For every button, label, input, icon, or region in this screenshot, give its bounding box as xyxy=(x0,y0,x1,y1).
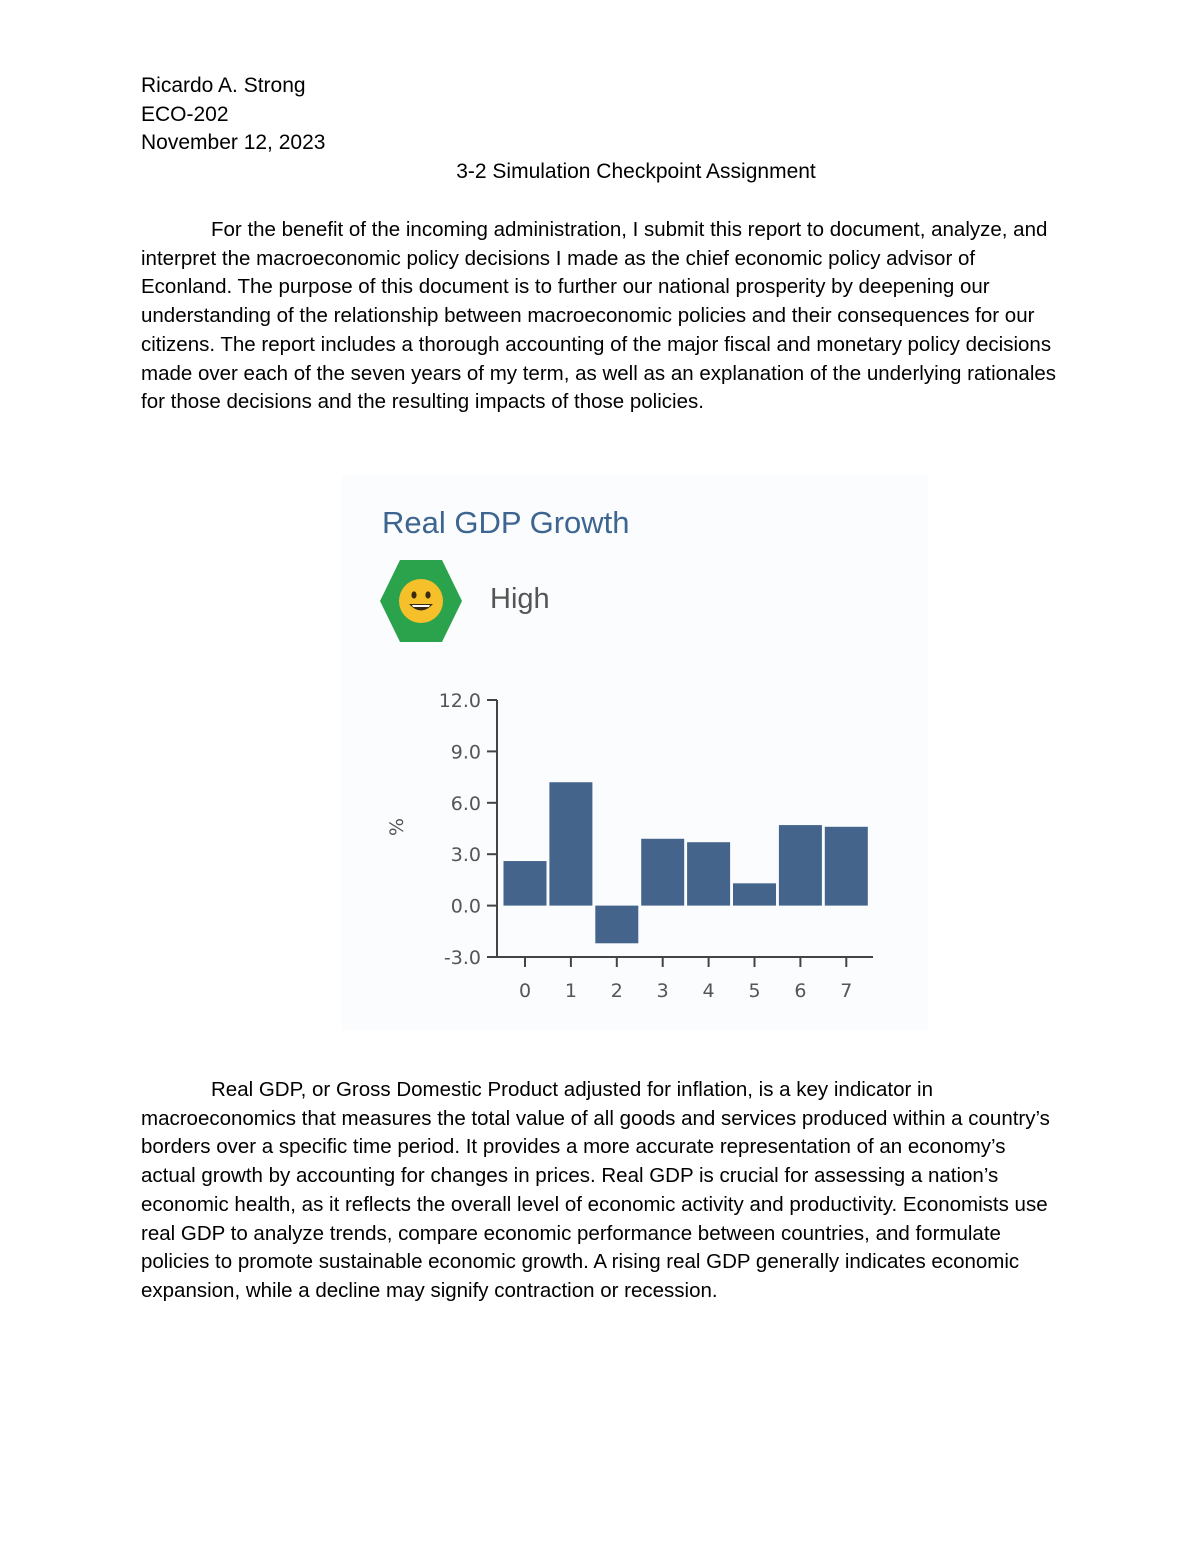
bar-year-7 xyxy=(825,827,868,906)
bar-year-3 xyxy=(641,839,684,906)
gdp-paragraph: Real GDP, or Gross Domestic Product adjusted for inflation, is a key indicator in macroeconomics that measures the total value of all goods and services produced within a country’s borders over a specific time period. It provides a more accurate representation of an economy’s actual growth by accounting for changes in prices. Real GDP is crucial for assessing a nation’s economic health, as it reflects the overall level of economic activity and productivity. Economists use real GDP to analyze trends, compare economic performance between countries, and formulate policies to promote sustainable economic growth. A rising real GDP generally indicates economic expansion, while a decline may signify contraction or recession. xyxy=(141,1078,1050,1302)
bar-year-6 xyxy=(779,825,822,906)
bar-year-1 xyxy=(549,782,592,905)
x-tick-label-1: 1 xyxy=(564,980,577,1002)
document-date: November 12, 2023 xyxy=(141,131,326,154)
x-tick-label-7: 7 xyxy=(840,980,853,1002)
x-tick-label-3: 3 xyxy=(656,980,669,1002)
y-axis-label: % xyxy=(386,817,408,837)
document-title: 3-2 Simulation Checkpoint Assignment xyxy=(456,160,816,183)
bar-year-5 xyxy=(733,883,776,905)
x-tick-label-2: 2 xyxy=(610,980,623,1002)
figure-title: Real GDP Growth xyxy=(382,505,630,540)
bar-year-4 xyxy=(687,842,730,905)
y-tick-label-3: 3.0 xyxy=(450,844,481,867)
gdp-figure xyxy=(342,475,928,1030)
bar-year-0 xyxy=(504,861,547,906)
course-code: ECO-202 xyxy=(141,103,229,126)
y-tick-label-2: 6.0 xyxy=(450,792,481,815)
x-tick-label-4: 4 xyxy=(702,980,715,1002)
y-tick-label-0: 12.0 xyxy=(438,690,481,712)
bar-year-2 xyxy=(595,906,638,944)
x-tick-label-5: 5 xyxy=(748,980,761,1002)
intro-paragraph: For the benefit of the incoming administration, I submit this report to document, analyze, and interpret the macroeconomic policy decisions I made as the chief economic policy advisor of Econland. The purpose of this document is to further our national prosperity by deepening our understanding of the relationship between macroeconomic policies and their consequences for our citizens. The report includes a thorough accounting of the major fiscal and monetary policy decisions made over each of the seven years of my term, as well as an explanation of the underlying rationales for those decisions and the resulting impacts of those policies. xyxy=(141,218,1057,414)
x-tick-label-0: 0 xyxy=(518,980,532,1002)
y-tick-label-5: -3.0 xyxy=(443,947,481,969)
gdp-bar-chart xyxy=(342,475,928,1030)
y-tick-label-1: 9.0 xyxy=(450,741,481,764)
growth-status-label: High xyxy=(490,583,550,615)
x-tick-label-6: 6 xyxy=(794,980,807,1002)
y-tick-label-4: 0.0 xyxy=(450,895,481,918)
author-name: Ricardo A. Strong xyxy=(141,74,306,97)
